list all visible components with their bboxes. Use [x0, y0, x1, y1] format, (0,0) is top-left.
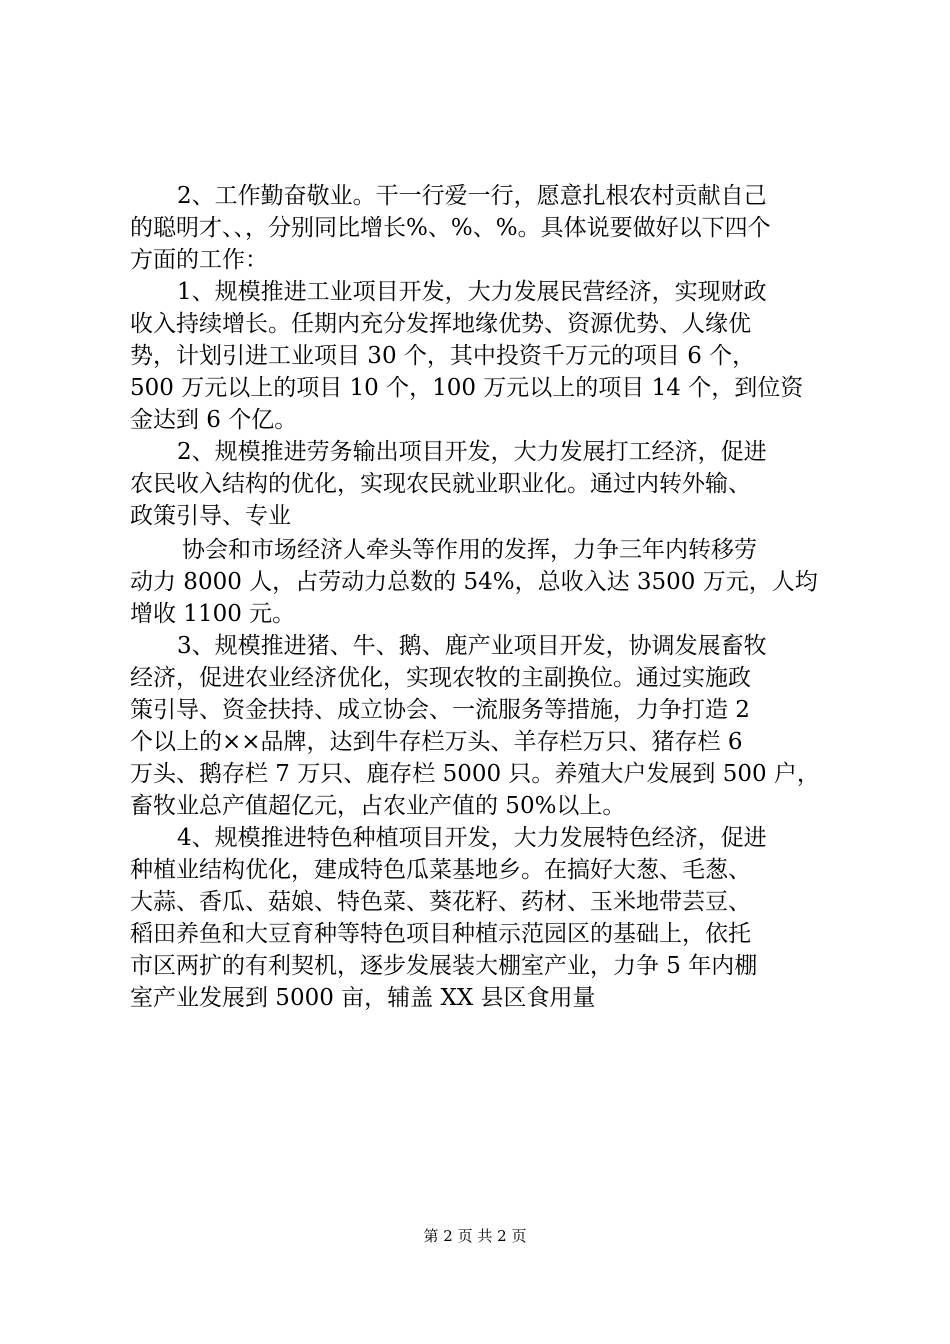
- text-line: 1、规模推进工业项目开发，大力发展民营经济，实现财政: [177, 279, 767, 305]
- text-line: 方面的工作：: [130, 247, 268, 273]
- text-line: 个以上的××品牌，达到牛存栏万头、羊存栏万只、猪存栏 6: [130, 729, 743, 755]
- text-line: 动力 8000 人，占劳动力总数的 54%，总收入达 3500 万元，人均: [130, 569, 818, 595]
- text-line: 室产业发展到 5000 亩，辅盖 XX 县区食用量: [130, 985, 596, 1011]
- text-line: 协会和市场经济人牵头等作用的发挥，力争三年内转移劳: [182, 537, 757, 563]
- text-line: 增收 1100 元。: [130, 601, 296, 627]
- text-line: 大蒜、香瓜、菇娘、特色菜、葵花籽、药材、玉米地带芸豆、: [130, 889, 751, 915]
- text-line: 金达到 6 个亿。: [130, 407, 298, 433]
- text-line: 政策引导、专业: [130, 503, 291, 529]
- text-line: 畜牧业总产值超亿元，占农业产值的 50%以上。: [130, 793, 626, 819]
- text-line: 2、工作勤奋敬业。干一行爱一行，愿意扎根农村贡献自己: [177, 183, 767, 209]
- text-line: 万头、鹅存栏 7 万只、鹿存栏 5000 只。养殖大户发展到 500 户，: [130, 761, 820, 787]
- text-line: 4、规模推进特色种植项目开发，大力发展特色经济，促进: [177, 825, 767, 851]
- text-line: 农民收入结构的优化，实现农民就业职业化。通过内转外输、: [130, 471, 751, 497]
- text-line: 3、规模推进猪、牛、鹅、鹿产业项目开发，协调发展畜牧: [177, 633, 767, 659]
- text-line: 种植业结构优化，建成特色瓜菜基地乡。在搞好大葱、毛葱、: [130, 857, 751, 883]
- text-line: 收入持续增长。任期内充分发挥地缘优势、资源优势、人缘优: [130, 311, 751, 337]
- text-line: 500 万元以上的项目 10 个，100 万元以上的项目 14 个，到位资: [130, 375, 804, 401]
- page-footer: 第 2 页 共 2 页: [423, 1227, 527, 1245]
- text-line: 势，计划引进工业项目 30 个，其中投资千万元的项目 6 个，: [130, 343, 756, 369]
- text-line: 市区两扩的有利契机，逐步发展装大棚室产业，力争 5 年内棚: [130, 953, 758, 979]
- text-line: 稻田养鱼和大豆育种等特色项目种植示范园区的基础上，依托: [130, 921, 751, 947]
- text-line: 经济，促进农业经济优化，实现农牧的主副换位。通过实施政: [130, 665, 751, 691]
- text-line: 策引导、资金扶持、成立协会、一流服务等措施，力争打造 2: [130, 697, 750, 723]
- text-line: 2、规模推进劳务输出项目开发，大力发展打工经济，促进: [177, 439, 767, 465]
- text-line: 的聪明才、、，分别同比增长%、%、%。具体说要做好以下四个: [130, 215, 771, 241]
